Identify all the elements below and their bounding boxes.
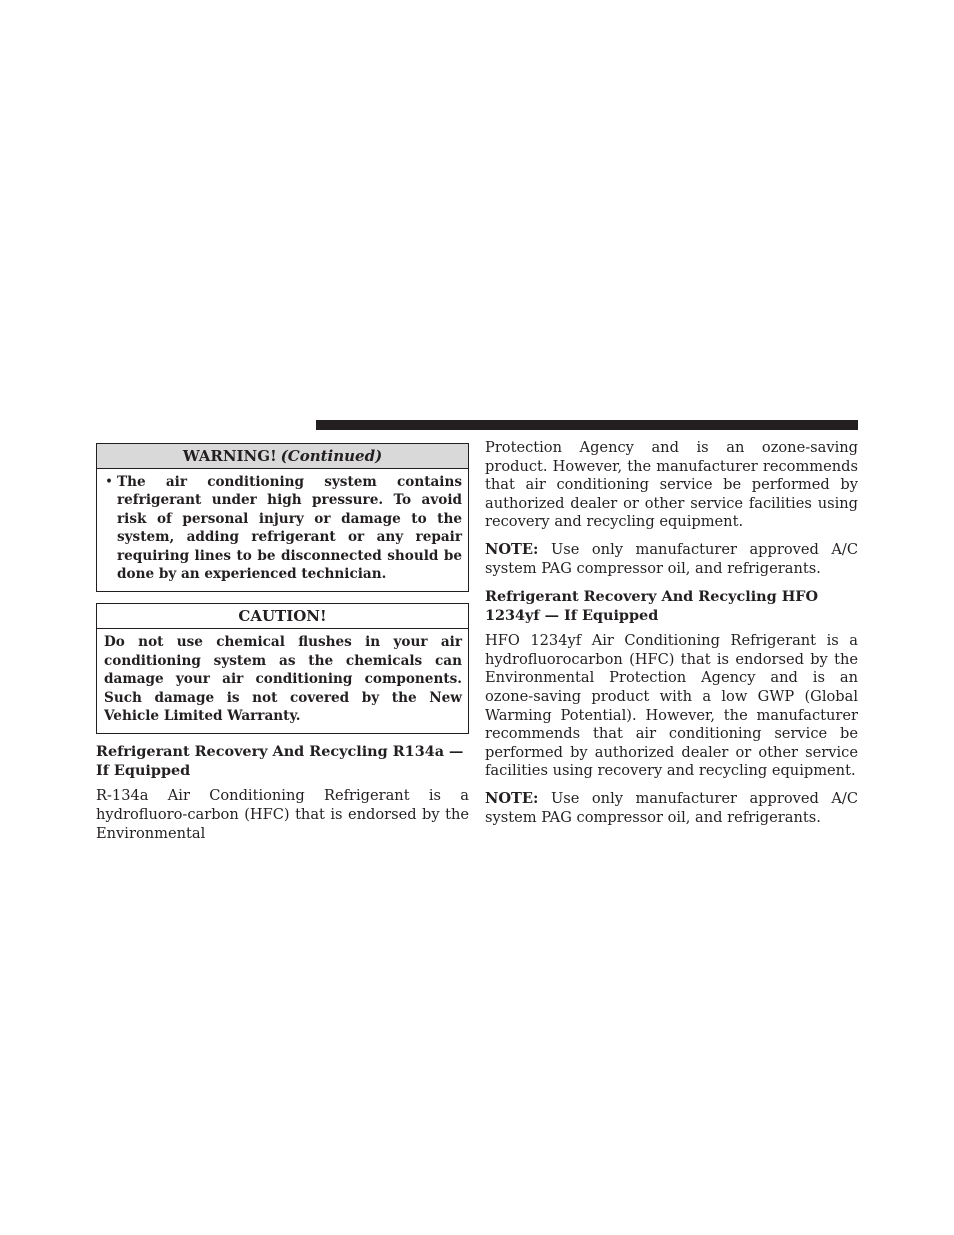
caution-text: Do not use chemical flushes in your air conditioning system as the chemicals can damage your air conditioning components. Such damage is not covered by the New Vehicle Limited Warranty. xyxy=(104,634,462,725)
warning-continued: (Continued) xyxy=(280,447,383,465)
warning-body xyxy=(97,469,468,591)
hfo-paragraph: HFO 1234yf Air Conditioning Refrigerant is a hydrofluorocarbon (HFC) that is endorsed by the Environmental Protection Agency and is an ozone-saving product with a low GWP (Global Warming Potential). However, the manufacturer recommends that air conditioning service be performed by authorized dealer or other service facilities using recovery and recycling equipment. xyxy=(485,632,858,780)
right-column xyxy=(485,439,858,827)
note-1-text: Use only manufacturer approved A/C system PAG compressor oil, and refrigerants. xyxy=(485,540,858,577)
warning-title: WARNING! xyxy=(182,447,277,465)
note-2 xyxy=(485,790,858,827)
r134a-heading: Refrigerant Recovery And Recycling R134a — If Equipped xyxy=(96,743,464,780)
caution-title: CAUTION! xyxy=(97,604,468,629)
bullet-icon: • xyxy=(105,474,114,490)
hfo-heading: Refrigerant Recovery And Recycling HFO 1234yf — If Equipped xyxy=(485,588,819,625)
r134a-paragraph-start: R-134a Air Conditioning Refrigerant is a hydrofluoro-carbon (HFC) that is endorsed by the Environmental xyxy=(96,787,469,842)
note-1-label: NOTE: xyxy=(485,540,539,558)
left-column xyxy=(96,443,469,843)
caution-box xyxy=(96,603,469,734)
warning-box xyxy=(96,443,469,592)
note-1 xyxy=(485,541,858,578)
note-2-label: NOTE: xyxy=(485,789,539,807)
section-header-bar xyxy=(316,420,858,430)
warning-text: The air conditioning system contains refrigerant under high pressure. To avoid risk of personal injury or damage to the system, adding refrigerant or any repair requiring lines to be disconnected should be done by an experienced technician. xyxy=(117,474,462,583)
note-2-text: Use only manufacturer approved A/C system PAG compressor oil, and refrigerants. xyxy=(485,789,858,826)
r134a-paragraph-continued: Protection Agency and is an ozone-saving product. However, the manufacturer recommends that air conditioning service be performed by authorized dealer or other service facilities using recovery and recycling equipment. xyxy=(485,439,858,531)
warning-header xyxy=(97,444,468,469)
